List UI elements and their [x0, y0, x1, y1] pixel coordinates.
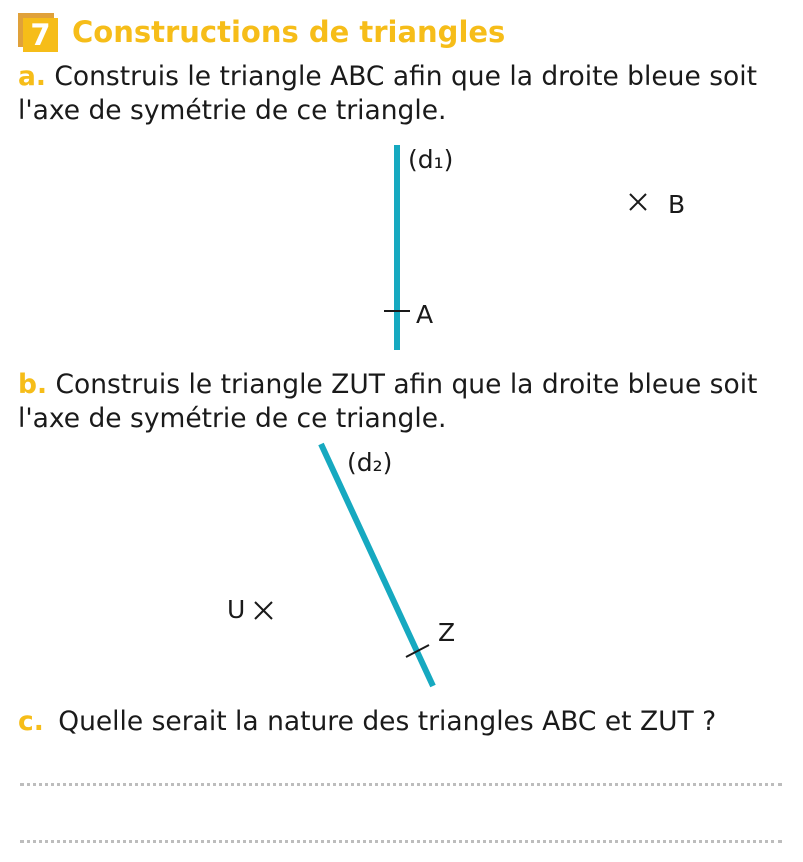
question-b-letter: b. [18, 369, 48, 400]
exercise-number-badge [18, 13, 58, 51]
figure-b [0, 440, 803, 695]
question-b [18, 368, 793, 436]
point-b-label: B [668, 190, 686, 219]
axis-label-d1: (d₁) [408, 145, 454, 174]
point-a-label: A [416, 300, 434, 329]
point-u-cross-icon [255, 602, 272, 619]
exercise-header [18, 12, 505, 52]
figure-a [0, 140, 803, 355]
point-z-label: Z [438, 618, 456, 647]
answer-line-1[interactable] [20, 783, 782, 786]
question-c [18, 705, 793, 739]
axis-line-d2 [321, 444, 433, 686]
question-a-letter: a. [18, 61, 46, 92]
question-b-text: Construis le triangle ZUT afin que la droite bleue soit l'axe de symétrie de ce triangle. [18, 369, 758, 434]
axis-label-d2: (d₂) [347, 448, 393, 477]
question-c-letter: c. [18, 706, 44, 737]
question-c-text: Quelle serait la nature des triangles ABC et ZUT ? [58, 706, 717, 737]
point-b-cross-icon [630, 194, 646, 210]
exercise-number: 7 [23, 18, 58, 52]
question-a [18, 60, 793, 128]
exercise-title: Constructions de triangles [72, 15, 506, 49]
question-a-text: Construis le triangle ABC afin que la droite bleue soit l'axe de symétrie de ce triangle. [18, 61, 757, 126]
answer-line-2[interactable] [20, 840, 782, 843]
point-u-label: U [227, 595, 246, 624]
